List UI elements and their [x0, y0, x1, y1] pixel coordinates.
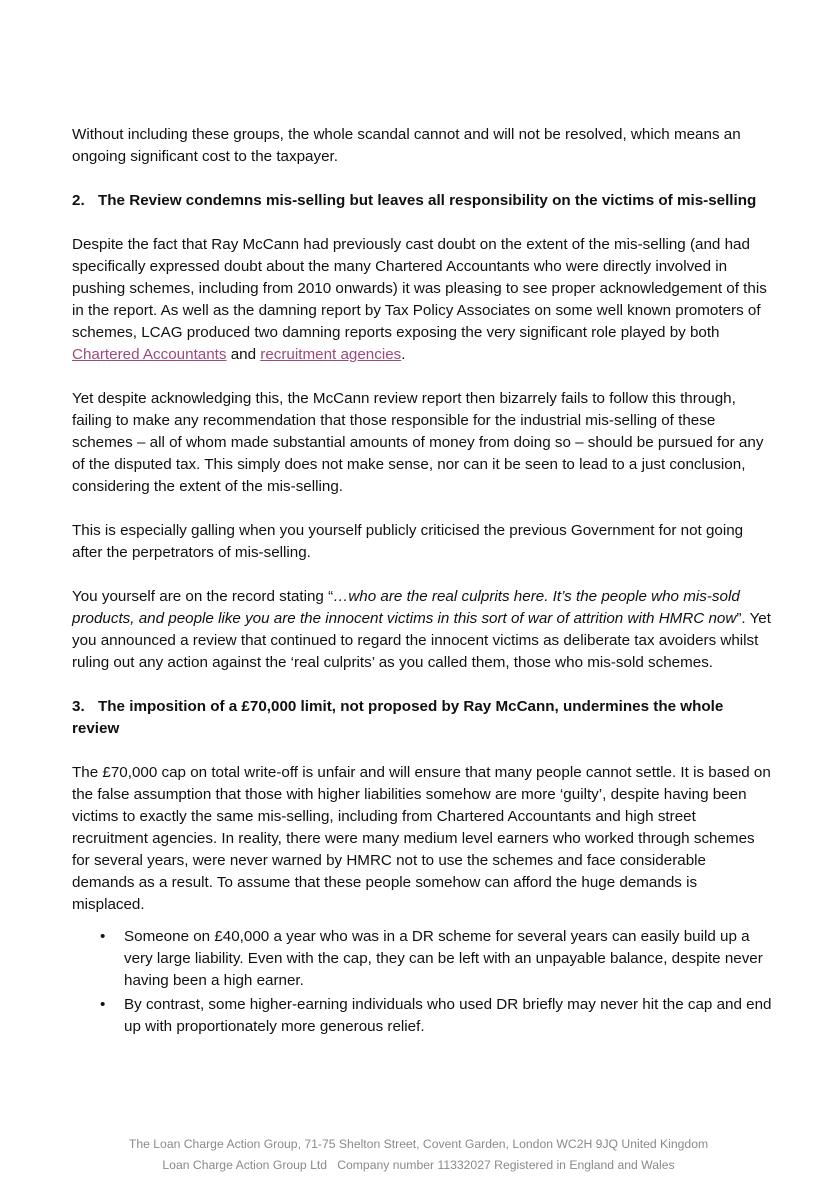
section-2-paragraph-3: This is especially galling when you yourself publicly criticised the previous Government for not going after the perpetrators of mis-selling.	[72, 522, 744, 561]
bullet-icon: •	[100, 996, 106, 1013]
section-3-heading	[72, 696, 772, 740]
footer-company-info: Loan Charge Action Group Ltd Company number 11332027 Registered in England and Wales	[162, 1158, 675, 1172]
bullet-icon: •	[100, 928, 106, 945]
quote-text: …who are the real culprits here. It’s the people who mis-sold products, and people like you are the innocent victims in this sort of war of attrition with HMRC now	[72, 588, 740, 627]
section-2-paragraph-1-text: Despite the fact that Ray McCann had previously cast doubt on the extent of the mis-selling (and had specifically expressed doubt about the many Chartered Accountants who were directly involved in pushing schemes, including from 2010 onwards) it was pleasing to see proper acknowledgement of this in the report. As well as the damning report by Tax Policy Associates on some well known promoters of schemes, LCAG produced two damning reports exposing the very significant role played by both	[72, 236, 767, 341]
page-footer	[0, 1134, 837, 1176]
quote-intro-text: You yourself are on the record stating “	[72, 588, 334, 605]
quote-outro-text: ”. Yet you announced a review that continued to regard the innocent victims as deliberate tax avoiders whilst ruling out any action against the ‘real culprits’ as you called them, those who mis-sold schemes.	[72, 610, 771, 671]
and-text: and	[226, 346, 261, 363]
list-item-text: Someone on £40,000 a year who was in a DR scheme for several years can easily build up a very large liability. Even with the cap, they can be left with an unpayable balance, despite never having been a high earner.	[124, 928, 763, 989]
footer-address: The Loan Charge Action Group, 71-75 Shelton Street, Covent Garden, London WC2H 9JQ United Kingdom	[128, 1137, 709, 1151]
chartered-accountants-link[interactable]: Chartered Accountants	[72, 346, 227, 363]
section-2-paragraph-1	[72, 234, 772, 366]
list-item-text: By contrast, some higher-earning individuals who used DR briefly may never hit the cap and end up with proportionately more generous relief.	[124, 996, 772, 1035]
intro-paragraph: Without including these groups, the whole scandal cannot and will not be resolved, which means an ongoing significant cost to the taxpayer.	[72, 126, 741, 165]
list-item	[100, 994, 772, 1038]
recruitment-agencies-link[interactable]: recruitment agencies	[260, 346, 402, 363]
section-2-paragraph-2: Yet despite acknowledging this, the McCann review report then bizarrely fails to follow this through, failing to make any recommendation that those responsible for the industrial mis-selling of these schemes – all of whom made substantial amounts of money from doing so – should be pursued for any of the disputed tax. This simply does not make sense, nor can it be seen to lead to a just conclusion, considering the extent of the mis-selling.	[72, 390, 764, 495]
section-2-paragraph-4	[72, 586, 772, 674]
section-3-heading-text: The imposition of a £70,000 limit, not proposed by Ray McCann, undermines the whole review	[72, 698, 724, 737]
section-2-heading-text: The Review condemns mis-selling but leaves all responsibility on the victims of mis-selling	[98, 192, 757, 209]
period-text: .	[401, 346, 406, 363]
section-3-paragraph-1: The £70,000 cap on total write-off is unfair and will ensure that many people cannot settle. It is based on the false assumption that those with higher liabilities somehow are more ‘guilty’, despite having been victims to exactly the same mis-selling, including from Chartered Accountants and high street recruitment agencies. In reality, there were many medium level earners who worked through schemes for several years, were never warned by HMRC not to use the schemes and face considerable demands as a result. To assume that these people somehow can afford the huge demands is misplaced.	[72, 764, 771, 913]
bullet-list	[72, 926, 772, 1038]
document-body	[72, 124, 772, 1040]
section-2-heading	[72, 190, 772, 212]
section-3-number: 3.	[72, 698, 85, 715]
list-item	[100, 926, 772, 992]
section-2-number: 2.	[72, 192, 85, 209]
